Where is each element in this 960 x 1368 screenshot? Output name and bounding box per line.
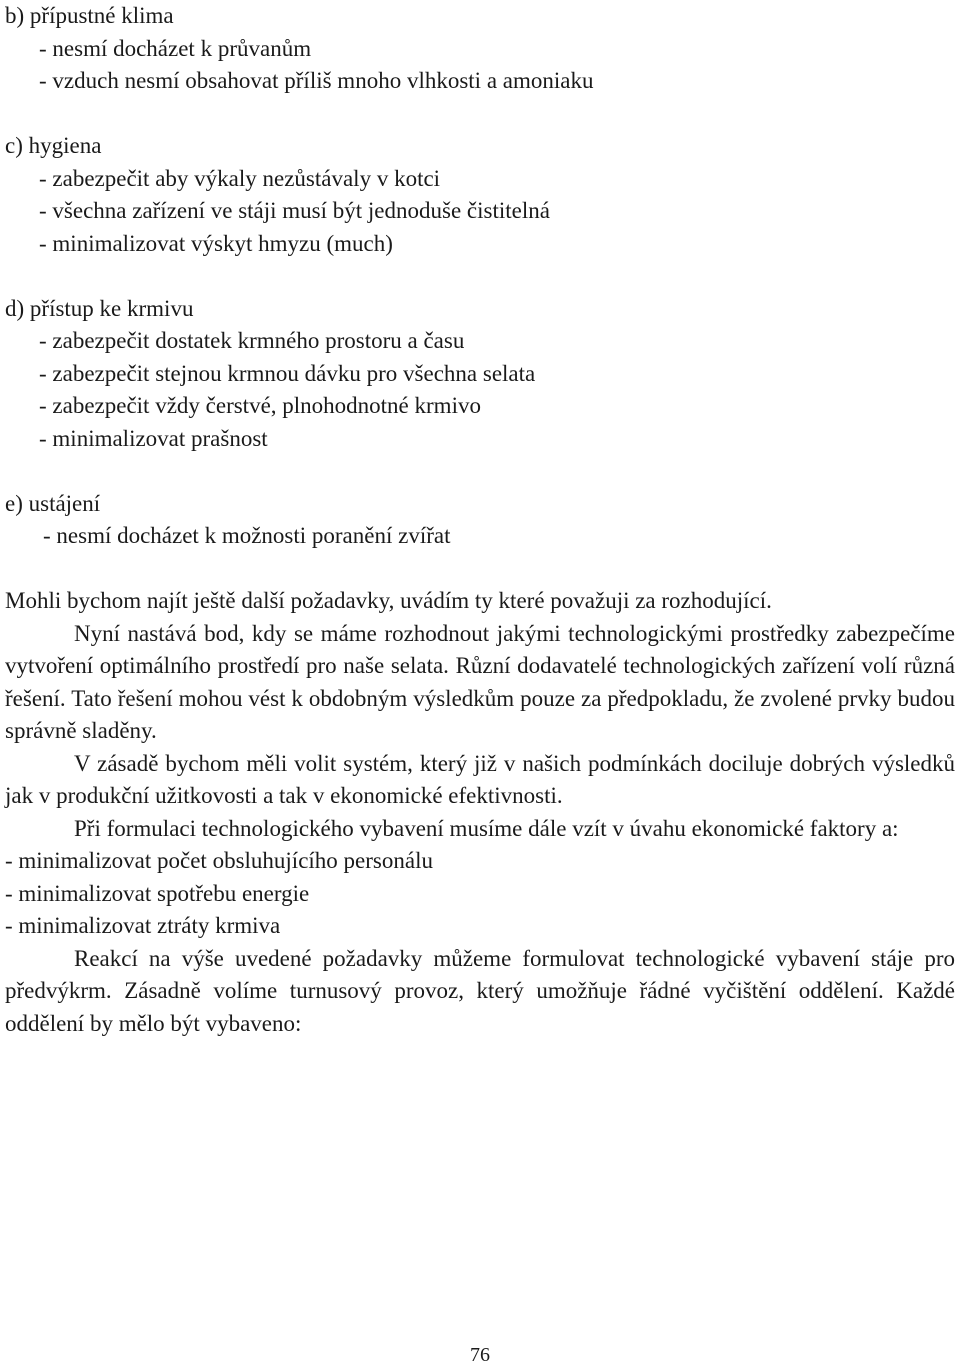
list-item: - nesmí docházet k možnosti poranění zvířat bbox=[43, 523, 451, 548]
body-paragraph: Reakcí na výše uvedené požadavky můžeme formulovat technologické vybavení stáje pro předvýkrm. Zásadně volíme turnusový provoz, který umožňuje řádné vyčištění oddělení. Každé oddělení by mělo být vybaveno: bbox=[5, 945, 955, 1036]
page-number: 76 bbox=[470, 1344, 490, 1366]
list-item: - nesmí docházet k průvanům bbox=[39, 35, 312, 61]
list-item: - minimalizovat prašnost bbox=[39, 425, 268, 451]
list-item: - vzduch nesmí obsahovat příliš mnoho vlhkosti a amoniaku bbox=[39, 68, 594, 93]
list-item: - zabezpečit aby výkaly nezůstávaly v kotci bbox=[39, 165, 441, 191]
list-item: - zabezpečit vždy čerstvé, plnohodnotné krmivo bbox=[39, 393, 481, 418]
body-paragraph: V zásadě bychom měli volit systém, který již v našich podmínkách dociluje dobrých výsledků jak v produkční užitkovosti a tak v ekonomické efektivnosti. bbox=[5, 750, 955, 808]
list-item: - minimalizovat počet obsluhujícího personálu bbox=[5, 848, 433, 873]
section-heading: d) přístup ke krmivu bbox=[5, 295, 194, 321]
section-e bbox=[5, 488, 955, 553]
section-heading: b) přípustné klima bbox=[5, 3, 174, 28]
list-item: - všechna zařízení ve stáji musí být jednoduše čistitelná bbox=[39, 198, 550, 223]
list-item: - minimalizovat výskyt hmyzu (much) bbox=[39, 230, 393, 256]
section-b bbox=[5, 0, 955, 98]
section-c bbox=[5, 130, 955, 260]
list-item: - zabezpečit dostatek krmného prostoru a času bbox=[39, 328, 465, 353]
body-paragraph: Nyní nastává bod, kdy se máme rozhodnout jakými technologickými prostředky zabezpečíme vytvoření optimálního prostředí pro naše selata. Různí dodavatelé technologických zařízení volí různá řešení. Tato řešení mohou vést k obdobným výsledkům pouze za předpokladu, že zvolené prvky budou správně sladěny. bbox=[5, 620, 955, 743]
section-heading: e) ustájení bbox=[5, 490, 101, 516]
document-page bbox=[5, 0, 955, 1040]
body-paragraph: Při formulaci technologického vybavení musíme dále vzít v úvahu ekonomické faktory a: bbox=[74, 815, 899, 841]
list-item: - minimalizovat spotřebu energie bbox=[5, 880, 310, 906]
list-item: - zabezpečit stejnou krmnou dávku pro všechna selata bbox=[39, 360, 536, 386]
section-heading: c) hygiena bbox=[5, 133, 102, 158]
list-item: - minimalizovat ztráty krmiva bbox=[5, 913, 281, 938]
body-paragraph: Mohli bychom najít ještě další požadavky, uvádím ty které považuji za rozhodující. bbox=[5, 588, 772, 613]
section-d bbox=[5, 293, 955, 456]
